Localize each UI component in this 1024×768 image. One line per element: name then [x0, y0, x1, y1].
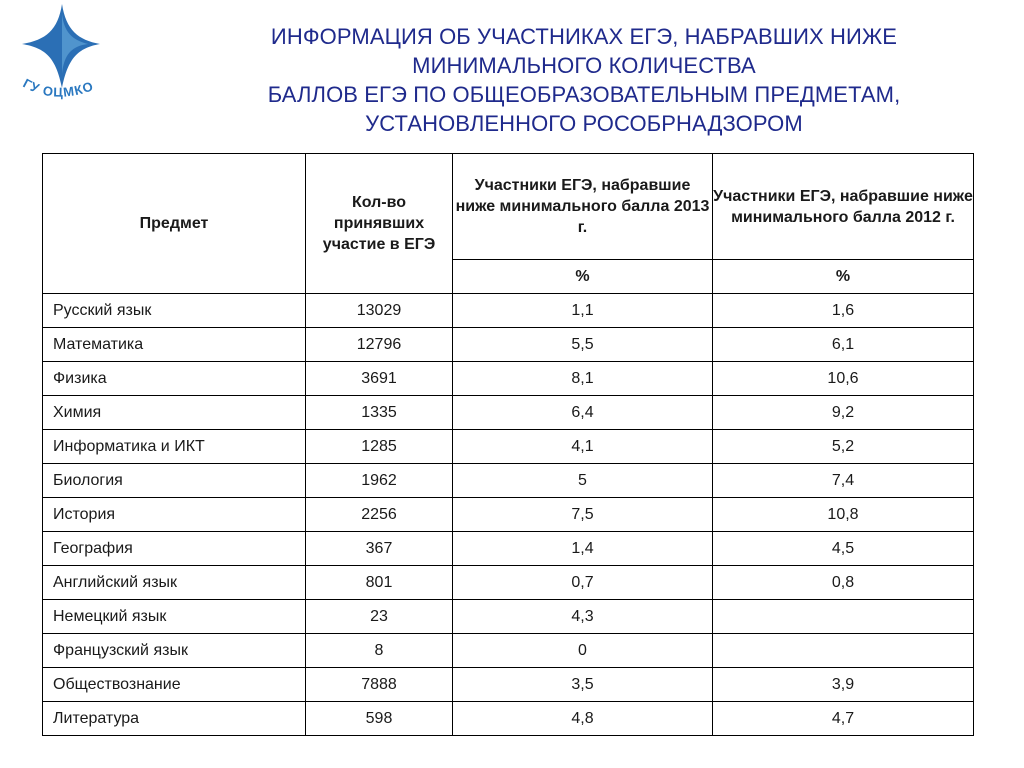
title-line-3: БАЛЛОВ ЕГЭ ПО ОБЩЕОБРАЗОВАТЕЛЬНЫМ ПРЕДМЕТАМ, [267, 82, 901, 107]
cell-percent-2013: 7,5 [453, 498, 713, 532]
cell-subject: Информатика и ИКТ [43, 430, 306, 464]
cell-count: 12796 [306, 328, 453, 362]
cell-percent-2012: 4,7 [713, 702, 974, 736]
cell-subject: История [43, 498, 306, 532]
cell-subject: Математика [43, 328, 306, 362]
table-row [43, 396, 974, 430]
table-body [43, 294, 974, 736]
cell-subject: Русский язык [43, 294, 306, 328]
cell-percent-2012: 6,1 [713, 328, 974, 362]
title-line-2: МИНИМАЛЬНОГО КОЛИЧЕСТВА [412, 53, 756, 78]
cell-count: 1335 [306, 396, 453, 430]
star-shape [22, 4, 100, 88]
cell-percent-2012: 10,6 [713, 362, 974, 396]
table-row [43, 498, 974, 532]
table-row [43, 430, 974, 464]
title-line-4: УСТАНОВЛЕННОГО РОСОБРНАДЗОРОМ [365, 111, 803, 136]
logo-caption: ГУ ОЦМКО [20, 75, 96, 100]
cell-count: 598 [306, 702, 453, 736]
cell-subject: Французский язык [43, 634, 306, 668]
cell-percent-2013: 5,5 [453, 328, 713, 362]
cell-percent-2013: 0 [453, 634, 713, 668]
table-row [43, 634, 974, 668]
table-row [43, 328, 974, 362]
cell-subject: Физика [43, 362, 306, 396]
cell-count: 13029 [306, 294, 453, 328]
cell-count: 7888 [306, 668, 453, 702]
cell-percent-2012 [713, 600, 974, 634]
cell-subject: Обществознание [43, 668, 306, 702]
cell-subject: Литература [43, 702, 306, 736]
cell-count: 3691 [306, 362, 453, 396]
cell-subject: Английский язык [43, 566, 306, 600]
header-percent-2012: % [713, 260, 974, 294]
cell-percent-2013: 3,5 [453, 668, 713, 702]
title-line-1: ИНФОРМАЦИЯ ОБ УЧАСТНИКАХ ЕГЭ, НАБРАВШИХ НИЖЕ [270, 24, 898, 49]
cell-percent-2013: 4,3 [453, 600, 713, 634]
cell-percent-2012: 7,4 [713, 464, 974, 498]
results-table [42, 153, 974, 736]
cell-percent-2012 [713, 634, 974, 668]
cell-percent-2012: 10,8 [713, 498, 974, 532]
table-row [43, 566, 974, 600]
header-count: Кол-во принявших участие в ЕГЭ [306, 154, 453, 294]
cell-percent-2012: 1,6 [713, 294, 974, 328]
cell-subject: География [43, 532, 306, 566]
page-title [150, 22, 1018, 138]
table-row [43, 464, 974, 498]
cell-count: 1962 [306, 464, 453, 498]
cell-percent-2012: 5,2 [713, 430, 974, 464]
cell-count: 801 [306, 566, 453, 600]
cell-count: 367 [306, 532, 453, 566]
cell-percent-2013: 0,7 [453, 566, 713, 600]
cell-count: 23 [306, 600, 453, 634]
table-row [43, 362, 974, 396]
table-row [43, 702, 974, 736]
cell-count: 1285 [306, 430, 453, 464]
header-percent-2013: % [453, 260, 713, 294]
cell-percent-2013: 8,1 [453, 362, 713, 396]
header-2012: Участники ЕГЭ, набравшие ниже минимального балла 2012 г. [713, 154, 974, 260]
cell-percent-2013: 4,8 [453, 702, 713, 736]
cell-percent-2012: 4,5 [713, 532, 974, 566]
cell-subject: Немецкий язык [43, 600, 306, 634]
cell-percent-2013: 4,1 [453, 430, 713, 464]
table-row [43, 668, 974, 702]
star-logo-icon [0, 0, 137, 110]
header-2013: Участники ЕГЭ, набравшие ниже минимального балла 2013 г. [453, 154, 713, 260]
cell-percent-2012: 0,8 [713, 566, 974, 600]
table-row [43, 532, 974, 566]
cell-percent-2013: 6,4 [453, 396, 713, 430]
cell-percent-2013: 1,4 [453, 532, 713, 566]
table-row [43, 294, 974, 328]
cell-percent-2013: 5 [453, 464, 713, 498]
cell-count: 2256 [306, 498, 453, 532]
cell-subject: Биология [43, 464, 306, 498]
cell-percent-2012: 9,2 [713, 396, 974, 430]
header-subject: Предмет [43, 154, 306, 294]
cell-count: 8 [306, 634, 453, 668]
ocmko-logo [0, 0, 137, 110]
table-row [43, 600, 974, 634]
cell-subject: Химия [43, 396, 306, 430]
cell-percent-2012: 3,9 [713, 668, 974, 702]
cell-percent-2013: 1,1 [453, 294, 713, 328]
